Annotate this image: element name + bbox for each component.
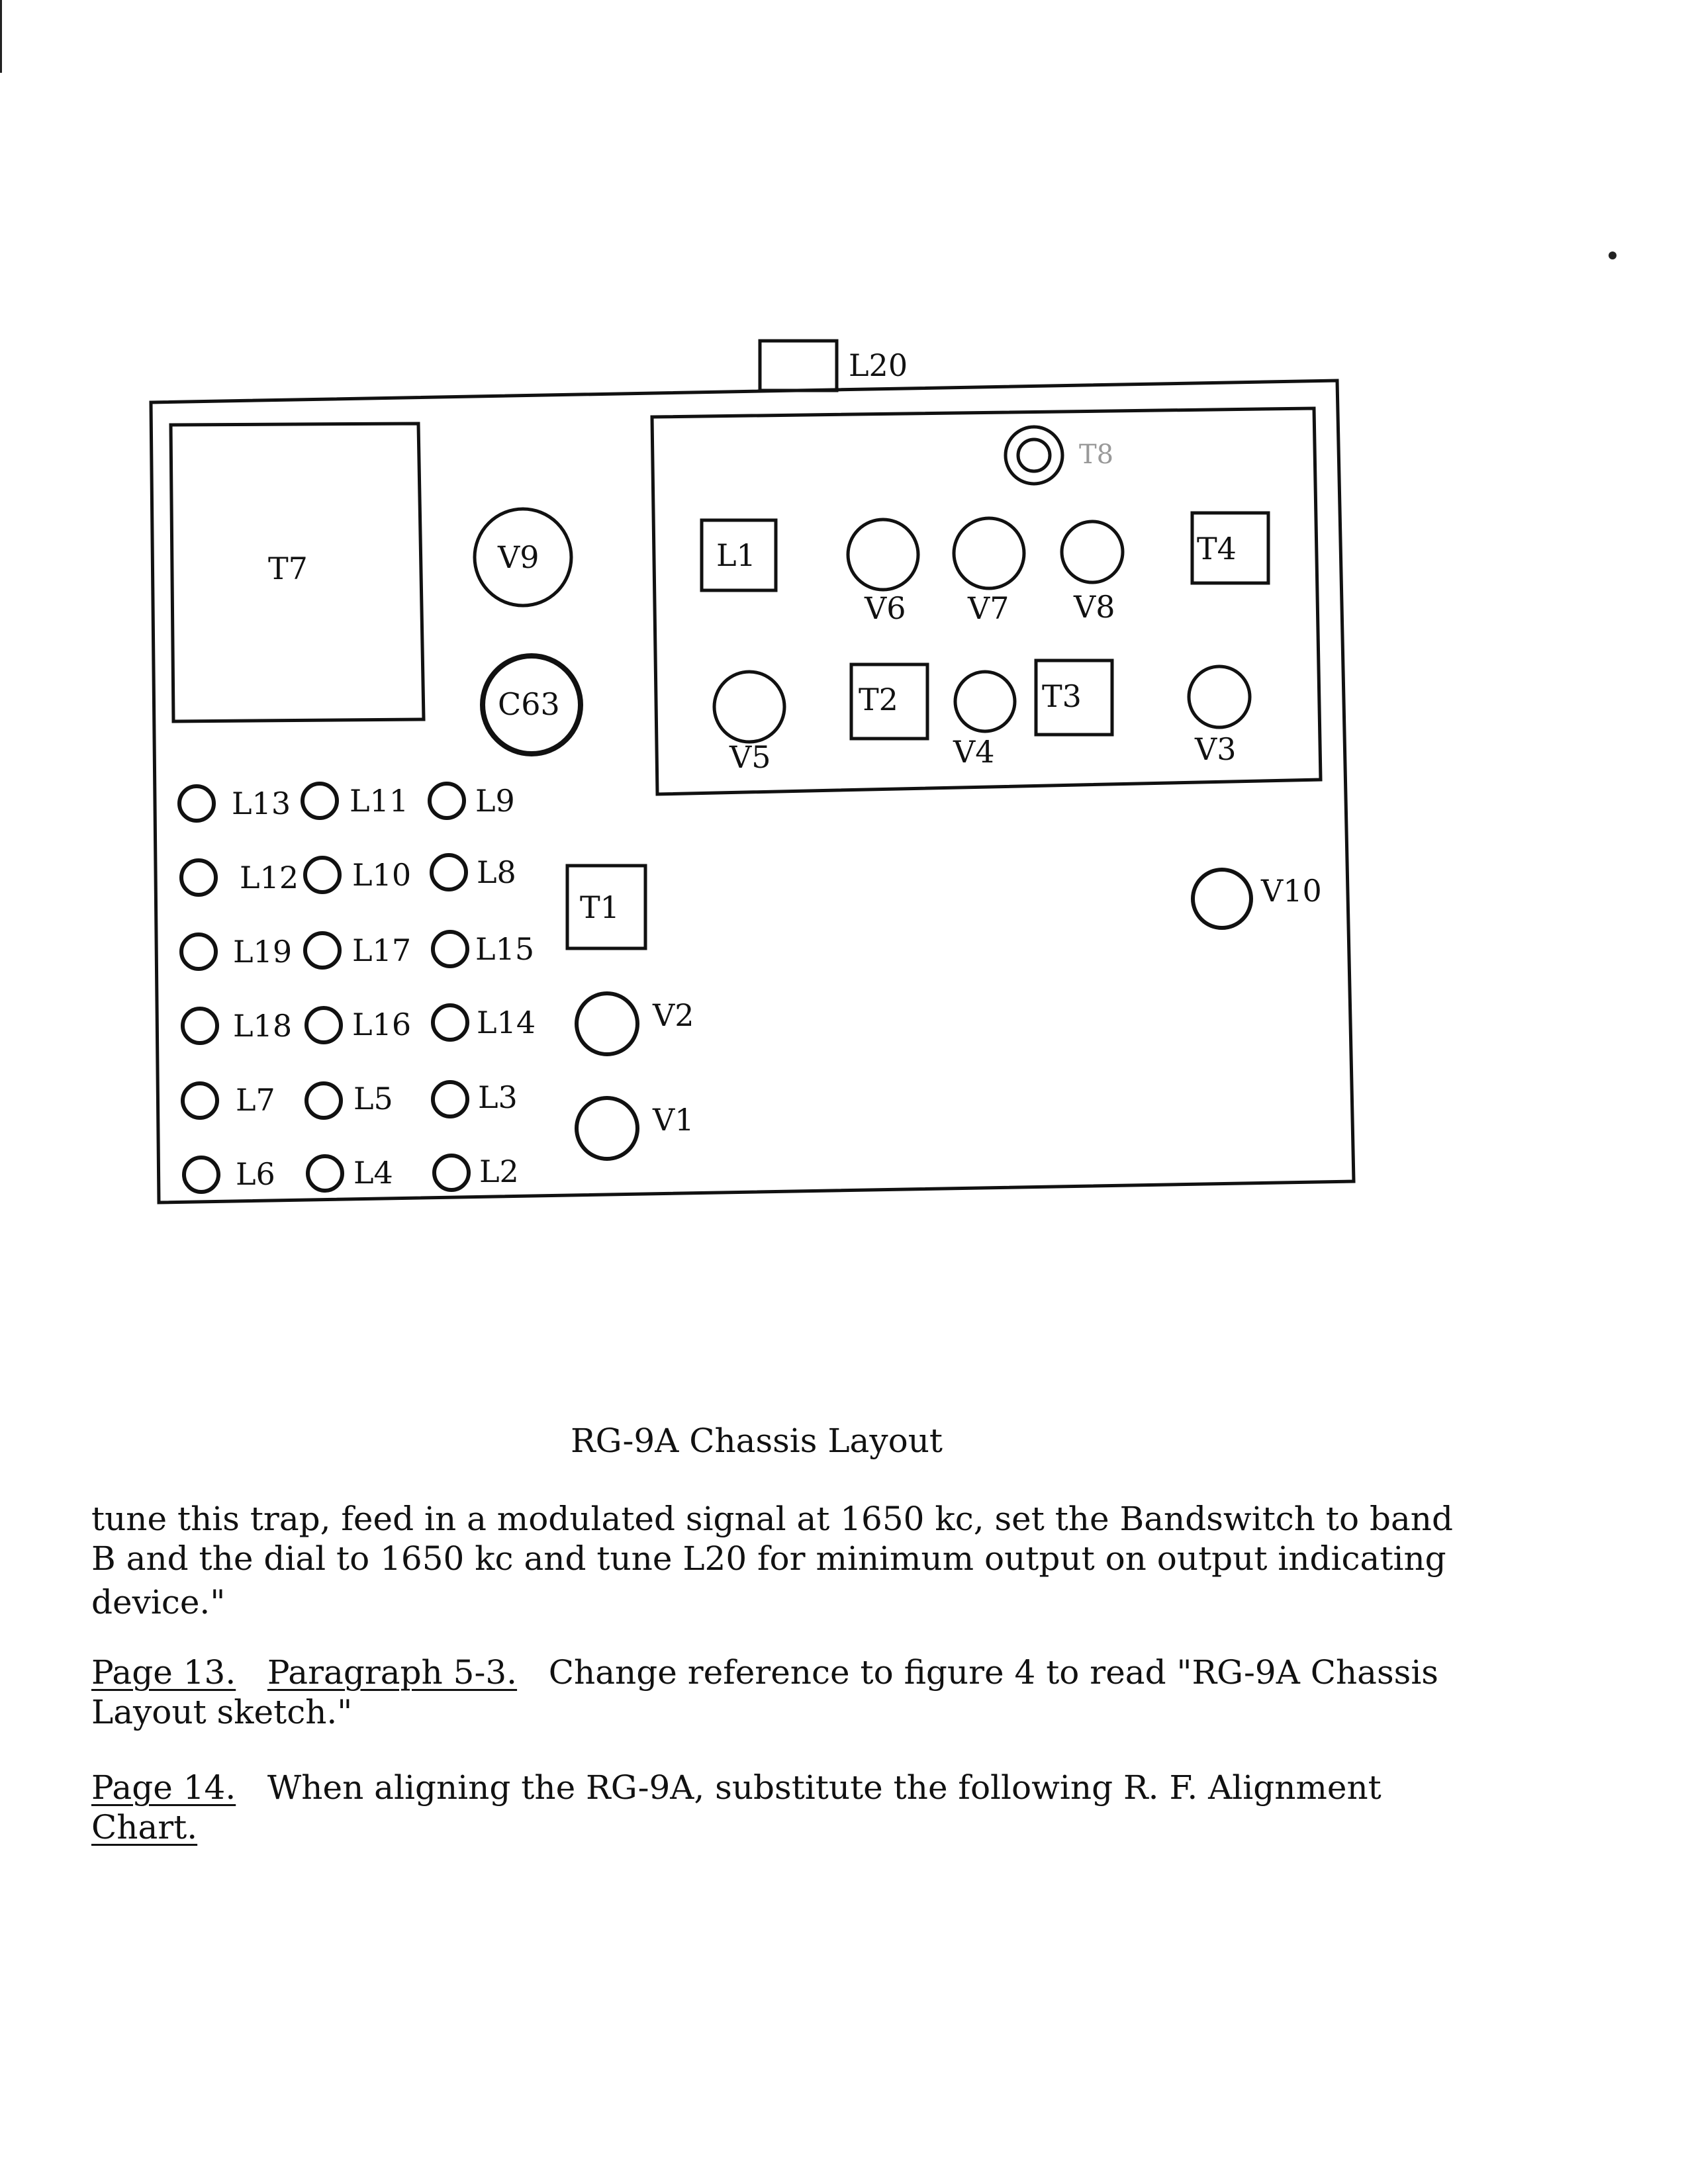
page-14-reference: Page 14.: [91, 1768, 236, 1807]
l5-coil: [306, 1083, 341, 1118]
v5-tube: [714, 672, 784, 742]
t8-outer: [1006, 427, 1062, 484]
label-t4: T4: [1197, 531, 1237, 567]
l8-coil: [432, 855, 466, 889]
l17-coil: [305, 933, 340, 968]
l20-box: [760, 341, 837, 390]
label-v3: V3: [1195, 731, 1237, 767]
paragraph-2-text: Change reference to figure 4 to read "RG-9A Chassis: [548, 1653, 1438, 1692]
label-l10: L10: [352, 857, 412, 893]
label-v9: V9: [498, 539, 539, 575]
label-l19: L19: [233, 934, 293, 970]
v2-tube: [577, 993, 637, 1054]
label-v1: V1: [653, 1102, 694, 1138]
label-v5: V5: [729, 739, 771, 775]
label-v7: V7: [968, 590, 1009, 626]
label-t8: T8: [1079, 439, 1114, 470]
label-t2: T2: [859, 682, 898, 717]
chart-word: Chart.: [91, 1808, 198, 1846]
l14-coil: [433, 1005, 467, 1040]
v10-tube: [1193, 870, 1251, 928]
v3-tube: [1189, 666, 1250, 727]
paragraph-1-line-2: B and the dial to 1650 kc and tune L20 for minimum output on output indicating: [91, 1539, 1446, 1578]
t8-inner: [1018, 439, 1050, 471]
l15-coil: [433, 932, 467, 966]
label-l17: L17: [352, 933, 412, 968]
l7-coil: [183, 1083, 217, 1118]
label-l8: L8: [477, 854, 516, 890]
l13-coil: [179, 786, 214, 821]
label-v6: V6: [865, 590, 906, 626]
label-l15: L15: [475, 931, 535, 967]
label-l16: L16: [352, 1007, 412, 1042]
label-l2: L2: [479, 1154, 519, 1189]
label-l18: L18: [233, 1008, 293, 1044]
label-v8: V8: [1074, 589, 1115, 625]
label-t3: T3: [1042, 678, 1082, 714]
label-l14: L14: [477, 1005, 536, 1040]
label-v2: V2: [653, 997, 694, 1033]
label-l9: L9: [475, 783, 515, 819]
v8-tube: [1062, 522, 1123, 582]
paragraph-3-line-2: [91, 1805, 197, 1849]
v4-tube: [955, 672, 1015, 731]
label-t7: T7: [268, 551, 308, 586]
l10-coil: [305, 858, 340, 892]
v1-tube: [577, 1098, 637, 1159]
label-v10: V10: [1261, 873, 1322, 909]
l12-coil: [181, 860, 216, 895]
paragraph-1-line-1: tune this trap, feed in a modulated signal at 1650 kc, set the Bandswitch to band: [91, 1500, 1454, 1538]
l19-coil: [181, 934, 216, 969]
label-l7: L7: [236, 1082, 275, 1118]
paragraph-5-3-reference: Paragraph 5-3.: [267, 1653, 518, 1692]
scan-speck: [0, 0, 2, 73]
paragraph-3-line-1: [91, 1766, 1382, 1809]
l2-coil: [434, 1156, 469, 1190]
l16-coil: [306, 1008, 341, 1042]
label-v4: V4: [953, 734, 995, 770]
paragraph-2-line-1: [91, 1651, 1438, 1694]
label-l5: L5: [353, 1081, 393, 1116]
label-t1: T1: [580, 889, 620, 925]
v6-tube: [848, 520, 918, 590]
label-l13: L13: [232, 786, 291, 821]
label-c63: C63: [498, 686, 560, 722]
l9-coil: [430, 784, 464, 818]
scan-speck: [1609, 251, 1617, 259]
label-l12: L12: [240, 860, 299, 895]
label-l3: L3: [478, 1079, 518, 1115]
page-13-reference: Page 13.: [91, 1653, 236, 1692]
paragraph-1-line-3: device.": [91, 1583, 226, 1621]
l3-coil: [433, 1082, 467, 1116]
paragraph-3-text: When aligning the RG-9A, substitute the following R. F. Alignment: [267, 1768, 1382, 1807]
l18-coil: [183, 1009, 217, 1043]
label-l4: L4: [353, 1155, 393, 1191]
label-l20: L20: [849, 347, 908, 383]
figure-caption: RG-9A Chassis Layout: [571, 1422, 943, 1460]
l6-coil: [184, 1158, 218, 1192]
label-l1: L1: [716, 537, 756, 573]
v7-tube: [954, 518, 1024, 588]
l4-coil: [308, 1156, 342, 1191]
paragraph-2-line-2: Layout sketch.": [91, 1693, 353, 1731]
label-l11: L11: [350, 783, 409, 819]
label-l6: L6: [236, 1156, 275, 1192]
l11-coil: [303, 784, 337, 818]
